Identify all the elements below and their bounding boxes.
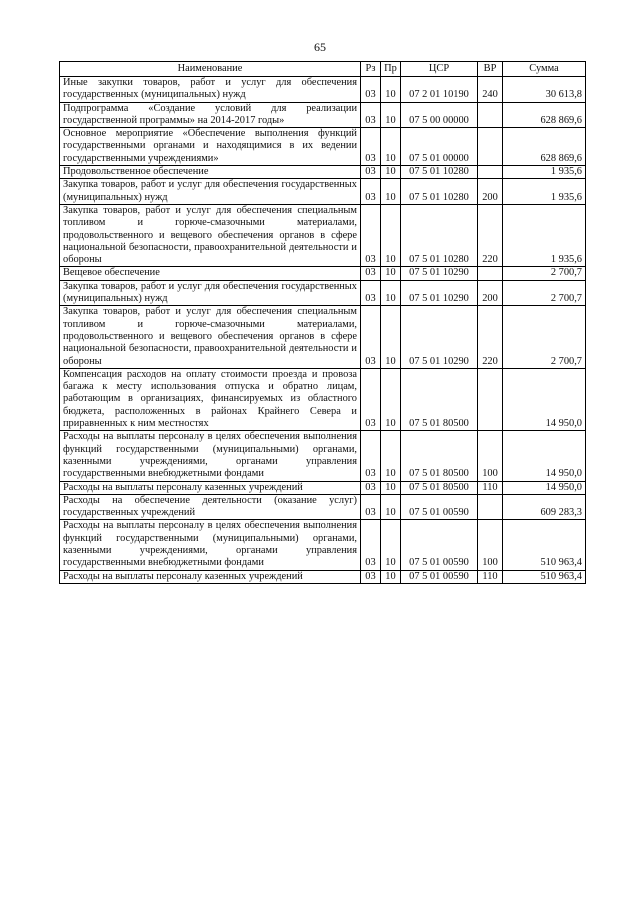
cell-vr: 200 [478, 280, 503, 306]
cell-rz: 03 [361, 179, 381, 205]
cell-vr: 200 [478, 179, 503, 205]
cell-csr: 07 5 01 00590 [401, 494, 478, 520]
cell-sum: 1 935,6 [503, 179, 586, 205]
cell-sum: 14 950,0 [503, 481, 586, 494]
table-row [60, 179, 586, 205]
table-row [60, 368, 586, 430]
cell-csr: 07 5 01 10280 [401, 179, 478, 205]
cell-pr: 10 [381, 481, 401, 494]
cell-name: Закупка товаров, работ и услуг для обеспечения специальным топливом и горюче-смазочными материалами, продовольственного и вещевого обеспечения органов в сфере национальной безопасности, правоохранительной деятельности и обороны [60, 204, 361, 266]
cell-name: Закупка товаров, работ и услуг для обеспечения специальным топливом и горюче-смазочными материалами, продовольственного и вещевого обеспечения органов в сфере национальной безопасности, правоохранительной деятельности и обороны [60, 306, 361, 368]
page-number: 65 [314, 40, 326, 54]
cell-sum: 510 963,4 [503, 520, 586, 570]
cell-rz: 03 [361, 102, 381, 128]
cell-rz: 03 [361, 204, 381, 266]
cell-sum: 14 950,0 [503, 368, 586, 430]
table-row [60, 481, 586, 494]
table-body [60, 77, 586, 584]
cell-csr: 07 5 01 80500 [401, 431, 478, 481]
cell-vr: 110 [478, 570, 503, 583]
header-rz: Рз [361, 62, 381, 77]
cell-rz: 03 [361, 570, 381, 583]
header-name: Наименование [60, 62, 361, 77]
cell-pr: 10 [381, 520, 401, 570]
cell-sum: 609 283,3 [503, 494, 586, 520]
header-csr: ЦСР [401, 62, 478, 77]
cell-sum: 30 613,8 [503, 77, 586, 103]
cell-sum: 510 963,4 [503, 570, 586, 583]
cell-name: Расходы на выплаты персоналу в целях обеспечения выполнения функций государственными (муниципальными) органами, казенными учреждениями, органами управления государственными внебюджетными фондами [60, 520, 361, 570]
cell-csr: 07 5 00 00000 [401, 102, 478, 128]
cell-sum: 1 935,6 [503, 166, 586, 179]
header-vr: ВР [478, 62, 503, 77]
cell-csr: 07 5 01 00000 [401, 128, 478, 166]
budget-table [59, 61, 586, 584]
cell-pr: 10 [381, 280, 401, 306]
cell-csr: 07 2 01 10190 [401, 77, 478, 103]
cell-vr: 100 [478, 520, 503, 570]
cell-csr: 07 5 01 00590 [401, 570, 478, 583]
cell-rz: 03 [361, 431, 381, 481]
cell-csr: 07 5 01 10290 [401, 267, 478, 280]
cell-sum: 2 700,7 [503, 306, 586, 368]
cell-pr: 10 [381, 77, 401, 103]
cell-csr: 07 5 01 00590 [401, 520, 478, 570]
cell-csr: 07 5 01 10280 [401, 204, 478, 266]
cell-name: Иные закупки товаров, работ и услуг для обеспечения государственных (муниципальных) нужд [60, 77, 361, 103]
cell-name: Закупка товаров, работ и услуг для обеспечения государственных (муниципальных) нужд [60, 280, 361, 306]
cell-pr: 10 [381, 570, 401, 583]
cell-vr [478, 166, 503, 179]
cell-rz: 03 [361, 520, 381, 570]
cell-rz: 03 [361, 267, 381, 280]
table-row [60, 520, 586, 570]
cell-sum: 2 700,7 [503, 267, 586, 280]
table-row [60, 267, 586, 280]
cell-csr: 07 5 01 10290 [401, 306, 478, 368]
cell-name: Вещевое обеспечение [60, 267, 361, 280]
cell-rz: 03 [361, 77, 381, 103]
cell-pr: 10 [381, 368, 401, 430]
cell-csr: 07 5 01 80500 [401, 368, 478, 430]
cell-vr [478, 102, 503, 128]
cell-csr: 07 5 01 80500 [401, 481, 478, 494]
table-row [60, 431, 586, 481]
cell-vr: 240 [478, 77, 503, 103]
cell-vr: 100 [478, 431, 503, 481]
table-row [60, 494, 586, 520]
cell-pr: 10 [381, 267, 401, 280]
cell-rz: 03 [361, 368, 381, 430]
cell-csr: 07 5 01 10280 [401, 166, 478, 179]
table-row [60, 280, 586, 306]
cell-pr: 10 [381, 128, 401, 166]
cell-csr: 07 5 01 10290 [401, 280, 478, 306]
cell-rz: 03 [361, 494, 381, 520]
table-row [60, 306, 586, 368]
cell-pr: 10 [381, 431, 401, 481]
table-row [60, 77, 586, 103]
cell-pr: 10 [381, 306, 401, 368]
cell-sum: 628 869,6 [503, 128, 586, 166]
cell-sum: 1 935,6 [503, 204, 586, 266]
cell-pr: 10 [381, 179, 401, 205]
cell-sum: 628 869,6 [503, 102, 586, 128]
cell-vr: 220 [478, 204, 503, 266]
cell-vr [478, 368, 503, 430]
cell-pr: 10 [381, 166, 401, 179]
header-pr: Пр [381, 62, 401, 77]
cell-rz: 03 [361, 481, 381, 494]
table-row [60, 570, 586, 583]
cell-vr: 220 [478, 306, 503, 368]
cell-rz: 03 [361, 306, 381, 368]
cell-name: Расходы на обеспечение деятельности (оказание услуг) государственных учреждений [60, 494, 361, 520]
table-header-row [60, 62, 586, 77]
table-row [60, 128, 586, 166]
cell-rz: 03 [361, 280, 381, 306]
cell-sum: 2 700,7 [503, 280, 586, 306]
cell-name: Закупка товаров, работ и услуг для обеспечения государственных (муниципальных) нужд [60, 179, 361, 205]
cell-rz: 03 [361, 128, 381, 166]
cell-vr [478, 494, 503, 520]
cell-name: Расходы на выплаты персоналу в целях обеспечения выполнения функций государственными (муниципальными) органами, казенными учреждениями, органами управления государственными внебюджетными фондами [60, 431, 361, 481]
cell-name: Компенсация расходов на оплату стоимости проезда и провоза багажа к месту использования отпуска и обратно лицам, работающим в организациях, финансируемых из областного бюджета, расположенных в районах Крайнего Севера и приравненных к ним местностях [60, 368, 361, 430]
cell-pr: 10 [381, 102, 401, 128]
cell-name: Расходы на выплаты персоналу казенных учреждений [60, 481, 361, 494]
cell-vr: 110 [478, 481, 503, 494]
cell-name: Расходы на выплаты персоналу казенных учреждений [60, 570, 361, 583]
header-sum: Сумма [503, 62, 586, 77]
cell-pr: 10 [381, 494, 401, 520]
cell-vr [478, 128, 503, 166]
table-row [60, 166, 586, 179]
cell-vr [478, 267, 503, 280]
cell-name: Подпрограмма «Создание условий для реализации государственной программы» на 2014-2017 годы» [60, 102, 361, 128]
cell-rz: 03 [361, 166, 381, 179]
cell-name: Продовольственное обеспечение [60, 166, 361, 179]
cell-pr: 10 [381, 204, 401, 266]
table-row [60, 102, 586, 128]
cell-name: Основное мероприятие «Обеспечение выполнения функций государственными органами и находящимися в их ведении государственными учреждениями» [60, 128, 361, 166]
table-row [60, 204, 586, 266]
cell-sum: 14 950,0 [503, 431, 586, 481]
